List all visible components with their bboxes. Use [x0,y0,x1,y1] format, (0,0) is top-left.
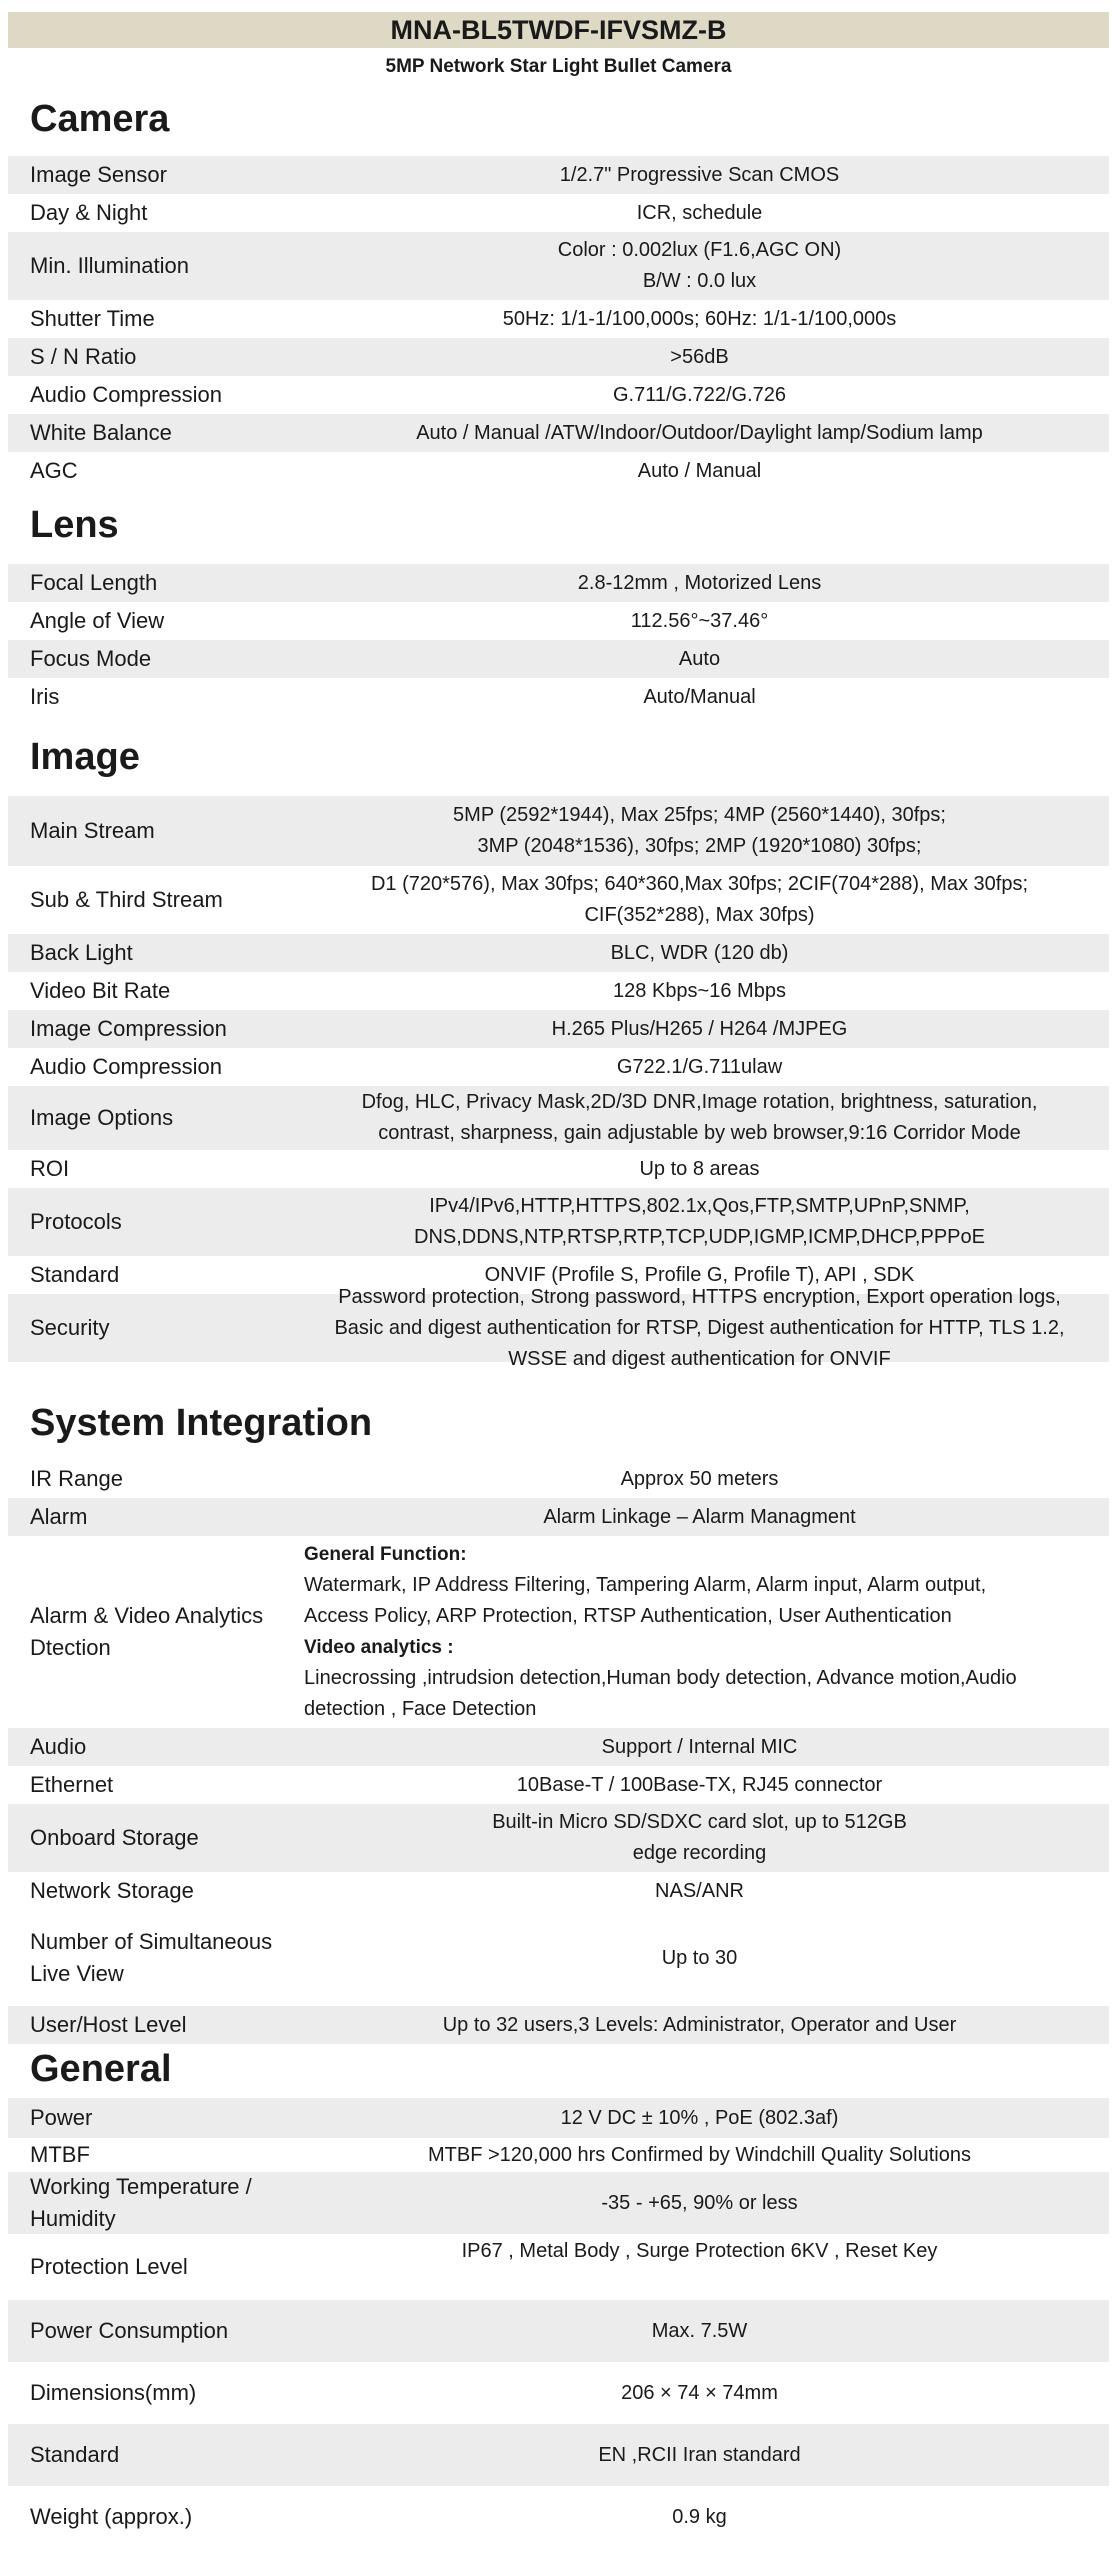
spec-value [298,2098,1101,2138]
spec-value [298,678,1101,716]
spec-value-line: Up to 8 areas [639,1157,760,1180]
spec-value-line: 10Base-T / 100Base-TX, RJ45 connector [516,1773,883,1796]
spec-value-line: -35 - +65, 90% or less [601,2191,798,2214]
spec-value [298,2362,1101,2424]
spec-label: Onboard Storage [30,1825,199,1850]
spec-label: Alarm [30,1504,88,1529]
spec-label: Alarm & Video Analytics Dtection [30,1603,264,1660]
spec-value [298,1285,1101,1370]
spec-value-line: Linecrossing ,intrudsion detection,Human body detection, Advance motion,Audio [304,1667,1017,1689]
spec-label: Audio [30,1734,87,1759]
spec-value [298,2424,1101,2486]
spec-row-mtbf [8,2138,1109,2172]
spec-value [298,796,1101,866]
spec-value-line: BLC, WDR (120 db) [610,941,789,964]
spec-value [298,2234,1101,2300]
spec-value-line: 112.56°~37.46° [630,609,769,632]
spec-value [298,1498,1101,1536]
spec-row-onboard-storage [8,1804,1109,1872]
spec-value [298,2300,1101,2362]
spec-value [298,338,1101,376]
spec-row-day-night [8,194,1109,232]
spec-value [298,564,1101,602]
spec-label: Power [30,2105,93,2130]
section-title-image: Image [30,736,140,778]
spec-label: Protocols [30,1209,122,1234]
spec-row-power [8,2098,1109,2138]
spec-row-protection-level [8,2234,1109,2300]
spec-value-line: 2.8-12mm , Motorized Lens [577,571,822,594]
spec-label: Back Light [30,940,133,965]
spec-value-line: detection , Face Detection [304,1698,537,1720]
spec-value [298,1766,1101,1804]
spec-row-video-bit-rate [8,972,1109,1010]
spec-label: Image Sensor [30,162,167,187]
spec-label: White Balance [30,420,172,445]
spec-label: Number of Simultaneous Live View [30,1929,273,1986]
spec-value-line: MTBF >120,000 hrs Confirmed by Windchill Quality Solutions [427,2143,971,2166]
spec-row-min-illumination [8,232,1109,300]
spec-value-line: Support / Internal MIC [601,1735,798,1758]
spec-value [298,1910,1101,2006]
model-title: MNA-BL5TWDF-IFVSMZ-B [8,12,1109,48]
spec-value [298,934,1101,972]
spec-value-line: Built-in Micro SD/SDXC card slot, up to 512GB [492,1811,907,1833]
spec-value-line: >56dB [670,345,729,368]
spec-row-image-options [8,1086,1109,1150]
spec-label: Focus Mode [30,646,152,671]
spec-label: AGC [30,458,78,483]
spec-value-line: H.265 Plus/H265 / H264 /MJPEG [551,1017,848,1040]
spec-label: Image Options [30,1105,174,1130]
spec-value [298,1086,1101,1150]
section-title-camera: Camera [30,98,170,140]
spec-value-line: G722.1/G.711ulaw [616,1055,783,1078]
spec-row-power-consumption [8,2300,1109,2362]
spec-label: Angle of View [30,608,165,633]
spec-value [298,1150,1101,1188]
spec-row-back-light [8,934,1109,972]
spec-value [298,866,1101,934]
section-title-system-integration: System Integration [30,1402,373,1444]
spec-label: S / N Ratio [30,344,137,369]
spec-value-line: 12 V DC ± 10% , PoE (802.3af) [560,2106,839,2129]
spec-label: Protection Level [30,2254,188,2279]
spec-row-image-compression [8,1010,1109,1048]
spec-value-line: Max. 7.5W [651,2319,748,2342]
spec-label: ROI [30,1156,70,1181]
spec-value [298,452,1101,490]
spec-row-roi [8,1150,1109,1188]
spec-value [298,414,1101,452]
spec-value-line: ONVIF (Profile S, Profile G, Profile T), API , SDK [484,1263,915,1286]
spec-value [298,1804,1101,1872]
spec-label: Audio Compression [30,382,222,407]
spec-value [298,1872,1101,1910]
spec-row-audio-compression [8,376,1109,414]
spec-row-agc [8,452,1109,490]
spec-value-line: 5MP (2592*1944), Max 25fps; 4MP (2560*1440), 30fps; [453,804,946,826]
spec-value [298,1460,1101,1498]
spec-value [298,156,1101,194]
spec-value-line: Basic and digest authentication for RTSP, Digest authentication for HTTP, TLS 1.2, [334,1316,1065,1339]
spec-value-line: Video analytics : [304,1637,454,1658]
section-title-lens: Lens [30,504,119,546]
spec-value [298,376,1101,414]
spec-row-focal-length [8,564,1109,602]
spec-label: Focal Length [30,570,158,595]
spec-value [304,1536,1101,1728]
spec-label: Day & Night [30,200,148,225]
spec-label: Power Consumption [30,2318,229,2343]
spec-label: Sub & Third Stream [30,887,223,912]
spec-value-line: G.711/G.722/G.726 [612,383,787,406]
spec-value-line: B/W : 0.0 lux [642,270,757,292]
spec-label: IR Range [30,1466,123,1491]
spec-value-line: WSSE and digest authentication for ONVIF [508,1347,891,1370]
spec-value [298,2486,1101,2548]
spec-row-ir-range [8,1460,1109,1498]
spec-row-angle-of-view [8,602,1109,640]
spec-value [298,194,1101,232]
spec-row-standard [8,2424,1109,2486]
spec-value-line: Up to 30 [661,1946,738,1969]
spec-row-network-storage [8,1872,1109,1910]
spec-label: Shutter Time [30,306,155,331]
spec-label: Security [30,1315,110,1340]
spec-value-line: NAS/ANR [655,1879,744,1902]
spec-value-line: IP67 , Metal Body , Surge Protection 6KV , Reset Key [461,2240,938,2262]
spec-value-line: 206 × 74 × 74mm [621,2381,778,2404]
spec-row-protocols [8,1188,1109,1256]
spec-value-line: 128 Kbps~16 Mbps [613,979,786,1002]
spec-label: Min. Illumination [30,253,189,278]
spec-row-main-stream [8,796,1109,866]
spec-row-sub-third-stream [8,866,1109,934]
spec-row-dimensions-mm [8,2362,1109,2424]
spec-label: User/Host Level [30,2012,187,2037]
spec-label: Audio Compression [30,1054,222,1079]
spec-value-line: EN ,RCII Iran standard [598,2443,801,2466]
spec-label: Main Stream [30,818,155,843]
spec-value-line: Auto / Manual /ATW/Indoor/Outdoor/Daylight lamp/Sodium lamp [416,421,983,444]
spec-row-alarm-video-analytics-dtection [8,1536,1109,1728]
spec-value [298,232,1101,300]
spec-label: MTBF [30,2142,90,2167]
spec-row-s-n-ratio [8,338,1109,376]
spec-value-line: Password protection, Strong password, HTTPS encryption, Export operation logs, [338,1285,1061,1308]
spec-value-line: 50Hz: 1/1-1/100,000s; 60Hz: 1/1-1/100,000s [502,307,897,330]
spec-row-weight-approx [8,2486,1109,2548]
spec-value-line: D1 (720*576), Max 30fps; 640*360,Max 30fps; 2CIF(704*288), Max 30fps; [370,873,1029,895]
section-title-general: General [30,2048,172,2090]
spec-value-line: General Function: [304,1544,467,1565]
spec-row-focus-mode [8,640,1109,678]
spec-row-working-temperature-humidity [8,2172,1109,2234]
spec-row-user-host-level [8,2006,1109,2044]
spec-row-shutter-time [8,300,1109,338]
spec-value-line: Watermark, IP Address Filtering, Tampering Alarm, Alarm input, Alarm output, [304,1574,987,1596]
spec-label: Network Storage [30,1878,194,1903]
spec-value-line: Auto / Manual [637,459,762,482]
spec-label: Weight (approx.) [30,2504,193,2529]
spec-value-line: 0.9 kg [672,2505,727,2528]
spec-value-line: Alarm Linkage – Alarm Managment [543,1505,856,1528]
spec-row-audio-compression [8,1048,1109,1086]
spec-row-iris [8,678,1109,716]
spec-value-line: edge recording [632,1842,767,1864]
spec-label: Iris [30,684,60,709]
spec-label: Ethernet [30,1772,114,1797]
spec-row-white-balance [8,414,1109,452]
spec-row-alarm [8,1498,1109,1536]
spec-value-line: DNS,DDNS,NTP,RTSP,RTP,TCP,UDP,IGMP,ICMP,DHCP,PPPoE [414,1226,985,1248]
spec-value-line: Auto/Manual [643,685,756,708]
spec-label: Image Compression [30,1016,227,1041]
spec-row-audio [8,1728,1109,1766]
spec-value [298,300,1101,338]
spec-value [298,1048,1101,1086]
spec-value [298,1728,1101,1766]
spec-value-line: ICR, schedule [636,201,763,224]
spec-value [298,1188,1101,1256]
spec-value [298,2138,1101,2172]
spec-value [298,1010,1101,1048]
spec-row-image-sensor [8,156,1109,194]
spec-value-line: Auto [678,647,721,670]
product-subtitle: 5MP Network Star Light Bullet Camera [385,56,732,77]
spec-label: Video Bit Rate [30,978,171,1003]
spec-value [298,2172,1101,2234]
spec-row-ethernet [8,1766,1109,1804]
spec-value [298,2006,1101,2044]
spec-value-line: Up to 32 users,3 Levels: Administrator, Operator and User [442,2013,957,2036]
spec-value-line: 3MP (2048*1536), 30fps; 2MP (1920*1080) 30fps; [477,835,922,857]
spec-label: Dimensions(mm) [30,2380,197,2405]
spec-value-line: 1/2.7" Progressive Scan CMOS [559,163,840,186]
spec-row-number-of-simultaneous-live-view [8,1910,1109,2006]
spec-value-line: Dfog, HLC, Privacy Mask,2D/3D DNR,Image rotation, brightness, saturation, [361,1091,1038,1113]
spec-value-line: CIF(352*288), Max 30fps) [584,904,815,926]
spec-label: Standard [30,2442,120,2467]
spec-value [298,602,1101,640]
spec-value-line: Color : 0.002lux (F1.6,AGC ON) [557,239,842,261]
spec-value-line: Access Policy, ARP Protection, RTSP Authentication, User Authentication [304,1605,952,1627]
spec-value-line: contrast, sharpness, gain adjustable by web browser,9:16 Corridor Mode [378,1122,1021,1144]
spec-label: Working Temperature / Humidity [30,2174,252,2231]
spec-row-security [8,1285,1109,1370]
spec-value-line: IPv4/IPv6,HTTP,HTTPS,802.1x,Qos,FTP,SMTP,UPnP,SNMP, [429,1195,970,1217]
spec-label: Standard [30,1262,120,1287]
spec-value-line: Approx 50 meters [620,1467,779,1490]
spec-value [298,972,1101,1010]
spec-value [298,640,1101,678]
